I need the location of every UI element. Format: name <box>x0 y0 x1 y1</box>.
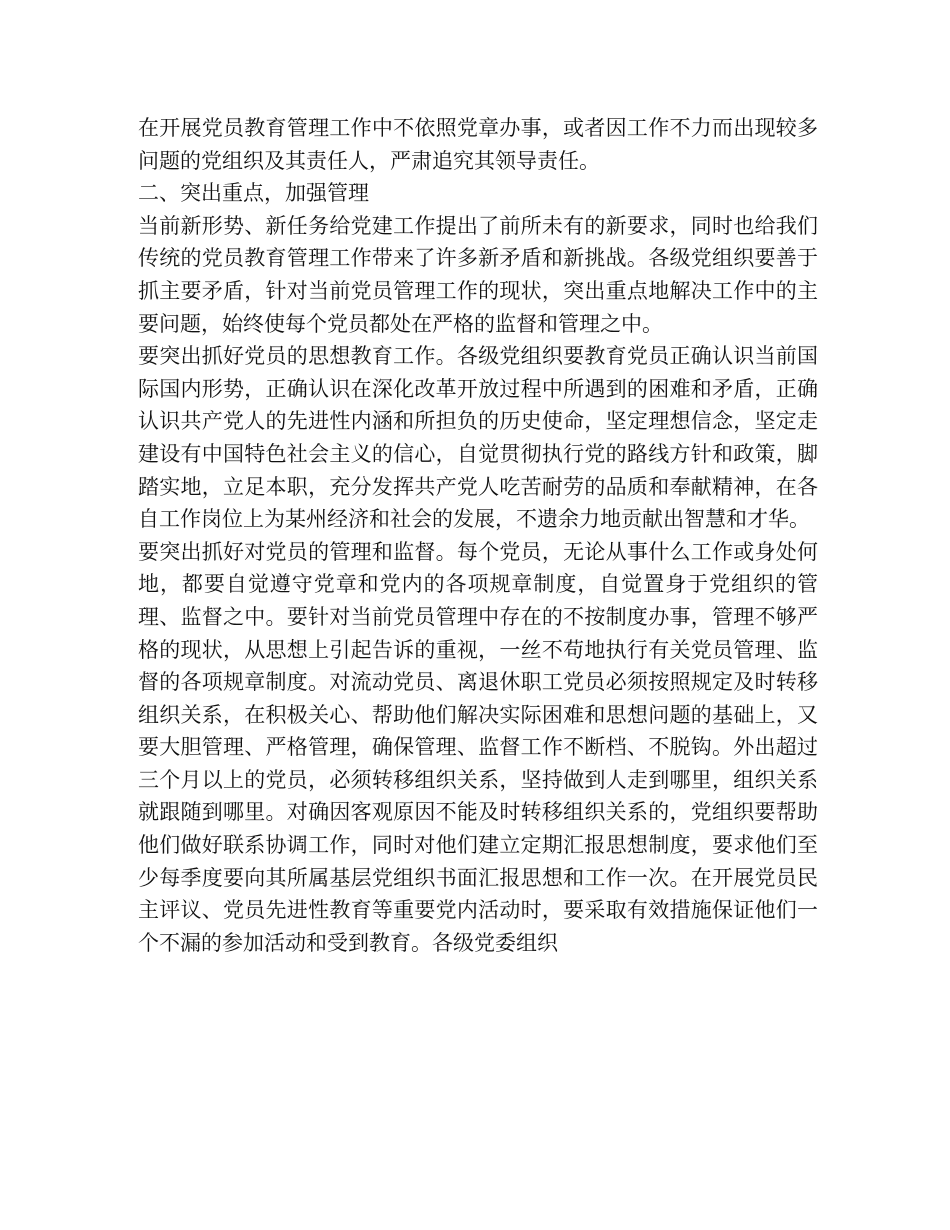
document-page <box>138 112 818 959</box>
paragraph-responsibility: 在开展党员教育管理工作中不依照党章办事，或者因工作不力而出现较多问题的党组织及其责任人，严肃追究其领导责任。 <box>138 116 818 173</box>
paragraph-new-situation: 当前新形势、新任务给党建工作提出了前所未有的新要求，同时也给我们传统的党员教育管理工作带来了许多新矛盾和新挑战。各级党组织要善于抓主要矛盾，针对当前党员管理工作的现状，突出重点地解决工作中的主要问题，始终使每个党员都处在严格的监督和管理之中。 <box>138 213 818 336</box>
paragraph-ideological-education: 要突出抓好党员的思想教育工作。各级党组织要教育党员正确认识当前国际国内形势，正确认识在深化改革开放过程中所遇到的困难和矛盾，正确认识共产党人的先进性内涵和所担负的历史使命，坚定理想信念，坚定走建设有中国特色社会主义的信心，自觉贯彻执行党的路线方针和政策，脚踏实地，立足本职，充分发挥共产党人吃苦耐劳的品质和奉献精神，在各自工作岗位上为某州经济和社会的发展，不遗余力地贡献出智慧和才华。 <box>138 344 818 532</box>
section-heading: 二、突出重点，加强管理 <box>138 181 369 206</box>
paragraph-management-supervision: 要突出抓好对党员的管理和监督。每个党员，无论从事什么工作或身处何地，都要自觉遵守党章和党内的各项规章制度，自觉置身于党组织的管理、监督之中。要针对当前党员管理中存在的不按制度办事，管理不够严格的现状，从思想上引起告诉的重视，一丝不苟地执行有关党员管理、监督的各项规章制度。对流动党员、离退休职工党员必须按照规定及时转移组织关系，在积极关心、帮助他们解决实际困难和思想问题的基础上，又要大胆管理、严格管理，确保管理、监督工作不断档、不脱钩。外出超过三个月以上的党员，必须转移组织关系，坚持做到人走到哪里，组织关系就跟随到哪里。对确因客观原因不能及时转移组织关系的，党组织要帮助他们做好联系协调工作，同时对他们建立定期汇报思想制度，要求他们至少每季度要向其所属基层党组织书面汇报思想和工作一次。在开展党员民主评议、党员先进性教育等重要党内活动时，要采取有效措施保证他们一个不漏的参加活动和受到教育。各级党委组织 <box>138 539 818 955</box>
